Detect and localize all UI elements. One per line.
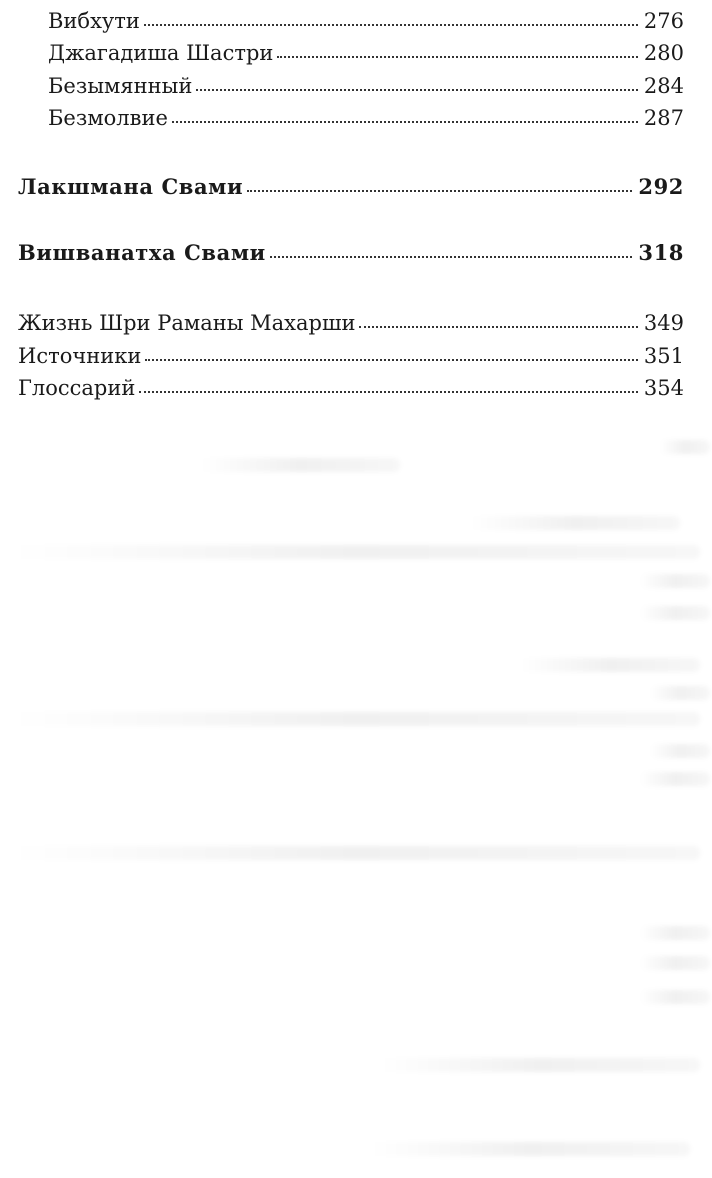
dot-leader xyxy=(270,256,633,258)
toc-entry-title: Источники xyxy=(18,344,142,368)
toc-entry-page: 276 xyxy=(643,9,684,33)
toc-entry-title: Безымянный xyxy=(48,74,193,98)
toc-entry-page: 280 xyxy=(643,41,684,65)
toc-entry-page: 287 xyxy=(643,106,684,130)
toc-entry-title: Вишванатха Свами xyxy=(18,240,266,265)
toc-entry-vishvanatha-swami xyxy=(18,240,684,266)
dot-leader xyxy=(359,326,637,328)
dot-leader xyxy=(277,56,638,58)
show-through-line xyxy=(380,1058,700,1072)
toc-entry-lakshmana-swami xyxy=(18,174,684,200)
toc-entry-title: Безмолвие xyxy=(48,106,168,130)
toc-entry-ramana-life xyxy=(18,310,684,336)
show-through-line xyxy=(650,686,710,700)
show-through-line xyxy=(650,744,710,758)
show-through-line xyxy=(640,956,710,970)
toc-entry-title: Лакшмана Свами xyxy=(18,174,244,199)
show-through-line xyxy=(640,574,710,588)
toc-entry-sources xyxy=(18,343,684,369)
show-through-line xyxy=(370,1142,690,1156)
toc-entry-page: 292 xyxy=(638,174,684,199)
dot-leader xyxy=(172,121,638,123)
show-through-line xyxy=(10,712,700,726)
toc-entry-bezymyanny xyxy=(48,73,684,99)
toc-entry-page: 284 xyxy=(643,74,684,98)
show-through-line xyxy=(640,926,710,940)
dot-leader xyxy=(145,359,638,361)
show-through-texture xyxy=(0,420,712,1178)
toc-entry-page: 354 xyxy=(643,376,684,400)
toc-entry-bezmolvie xyxy=(48,105,684,131)
dot-leader xyxy=(144,24,638,26)
toc-entry-glossary xyxy=(18,375,684,401)
dot-leader xyxy=(247,190,632,192)
show-through-line xyxy=(640,606,710,620)
toc-entry-page: 349 xyxy=(643,311,684,335)
toc-entry-vibhuti xyxy=(48,8,684,34)
show-through-line xyxy=(200,458,400,472)
toc-entry-title: Глоссарий xyxy=(18,376,136,400)
dot-leader xyxy=(196,89,638,91)
toc-entry-title: Джагадиша Шастри xyxy=(48,41,274,65)
show-through-line xyxy=(520,658,700,672)
toc-entry-title: Жизнь Шри Раманы Махарши xyxy=(18,311,356,335)
show-through-line xyxy=(640,990,710,1004)
show-through-line xyxy=(640,772,710,786)
toc-entry-page: 318 xyxy=(638,240,684,265)
toc-entry-title: Вибхути xyxy=(48,9,140,33)
toc-entry-jagadisha-shastri xyxy=(48,40,684,66)
show-through-line xyxy=(10,846,700,860)
show-through-line xyxy=(660,440,710,454)
show-through-line xyxy=(10,545,700,559)
toc-entry-page: 351 xyxy=(643,344,684,368)
dot-leader xyxy=(139,391,638,393)
show-through-line xyxy=(470,516,680,530)
